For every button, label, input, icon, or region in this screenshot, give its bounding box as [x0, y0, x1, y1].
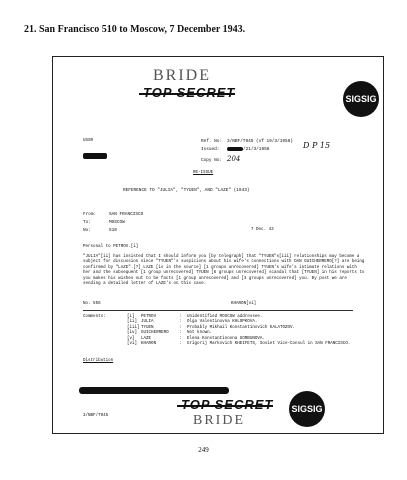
comment-name: KHARON: [141, 342, 157, 347]
footer-ref: 3/NBF/T945: [83, 414, 109, 418]
message-number: No. 556: [83, 302, 101, 306]
seal-label: SIGSIG: [291, 404, 323, 414]
comment-desc: Grigorij Markovich KHEIFETS, Soviet Vice-Consul in SAN FRANCISCO.: [187, 342, 351, 347]
codeword-bottom: BRIDE: [193, 413, 245, 428]
comments-block: [83, 315, 350, 347]
to-label: To:: [83, 220, 91, 225]
no-label: No:: [83, 228, 91, 233]
comment-row: [v] LAZE : Elena Konstantinovna GORBUNOVA.: [127, 336, 265, 341]
classification-strike-bottom: [177, 405, 273, 407]
reissue-label: RE-ISSUE: [193, 171, 214, 175]
seal-top: [343, 81, 379, 117]
copy-label: Copy No:: [201, 158, 223, 163]
message-date: 7 Dec. 43: [251, 228, 274, 232]
message-body: "JULIA"[ii] has insisted that I should inform you [by telegraph] that "TYUEN"s[iii] relationships may become a subject for discussion since "TYUEN"'s suspicions about his wife's connections with DAN GUICHERRERO[?] are being confirmed by "LAZE".[?] LAZE [is in the source] [1 groups unrecovered] TYUEN's wife's intimate relations with her and the subsequent [1 group unrecovered] TYUEN [6 groups unrecovered] scandal that [TYUEN] in his reports to you makes his wishes out to be facts [1 group unrecovered] and [3 groups unrecovered] you. By post we are sending a detailed letter of LAZE's on this case.: [83, 255, 365, 287]
from-label: From:: [83, 212, 97, 217]
country-label: USSR: [83, 139, 94, 143]
subject-line: REFERENCE TO "JULIA", "TYUEN", AND "LAZE" (1943): [123, 188, 250, 193]
codeword-top: BRIDE: [153, 67, 211, 84]
issued-row: [201, 147, 269, 152]
to-value: MOSCOW: [109, 220, 125, 225]
comment-name: LAZE: [141, 336, 152, 341]
document-page: [52, 56, 384, 434]
comment-name: JULIA: [141, 320, 154, 325]
page-heading: 21. San Francisco 510 to Moscow, 7 December 1943.: [24, 24, 246, 35]
redaction-bar: [79, 387, 229, 394]
comment-desc: Not known.: [187, 331, 213, 336]
comments-label: Comments:: [83, 315, 106, 319]
ref-label: Ref. No:: [201, 139, 223, 144]
comment-row: Comments: [i] PETROV : Unidentified MOSCOW addressee.: [83, 315, 263, 319]
comment-name: GUICHERRERO: [141, 331, 169, 336]
comment-row: [vi] KHARON : Grigorij Markovich KHEIFETS, Soviet Vice-Consul in SAN FRANCISCO.: [127, 342, 351, 347]
copy-value: 204: [227, 155, 241, 163]
issued-redaction: [227, 147, 243, 151]
redaction-mark: [83, 153, 107, 159]
to-row: [83, 220, 125, 225]
distribution-label: Distribution: [83, 359, 114, 363]
from-row: [83, 212, 143, 217]
comment-desc: Olga Valentinovna KHLOPKOVA.: [187, 320, 258, 325]
signature-name: KHARON[vi]: [231, 302, 257, 306]
comment-desc: Unidentified MOSCOW addressee.: [187, 315, 263, 319]
ref-value: 3/NBF/T945 (of 19/3/1958): [227, 139, 293, 144]
seal-bottom: [289, 391, 325, 427]
comment-desc: Elena Konstantinovna GORBUNOVA.: [187, 336, 265, 341]
comment-ref: [v]: [127, 336, 135, 341]
issued-label: Issued:: [201, 147, 220, 153]
separator-line: [83, 310, 353, 311]
no-value: 510: [109, 228, 117, 233]
comment-ref: [iv]: [127, 331, 138, 336]
comment-name: TYUEN: [141, 325, 154, 330]
comment-row: [iii] TYUEN : Probably Mikhail Konstantinovich KALATOZOV.: [127, 325, 296, 330]
issued-value: /21/3/1958: [243, 147, 270, 153]
comment-desc: Probably Mikhail Konstantinovich KALATOZOV.: [187, 325, 296, 330]
page-number: 249: [198, 446, 209, 454]
handwritten-note: D P 15: [303, 141, 331, 150]
personal-line: Personal to PETROV.[i]: [83, 245, 139, 249]
from-value: SAN FRANCISCO: [109, 212, 144, 217]
copy-row: [201, 155, 240, 163]
ref-row: [201, 139, 293, 144]
classification-strike-top: [139, 93, 235, 95]
comment-row: [iv] GUICHERRERO : Not known.: [127, 331, 213, 336]
comment-ref: [ii]: [127, 320, 138, 325]
no-row: [83, 228, 117, 233]
comment-ref: [vi]: [127, 342, 138, 347]
comment-row: [ii] JULIA : Olga Valentinovna KHLOPKOVA.: [127, 320, 258, 325]
comment-name: PETROV: [141, 315, 157, 319]
comment-ref: [iii]: [127, 325, 140, 330]
seal-label: SIGSIG: [345, 94, 377, 104]
comment-ref: [i]: [127, 315, 135, 319]
